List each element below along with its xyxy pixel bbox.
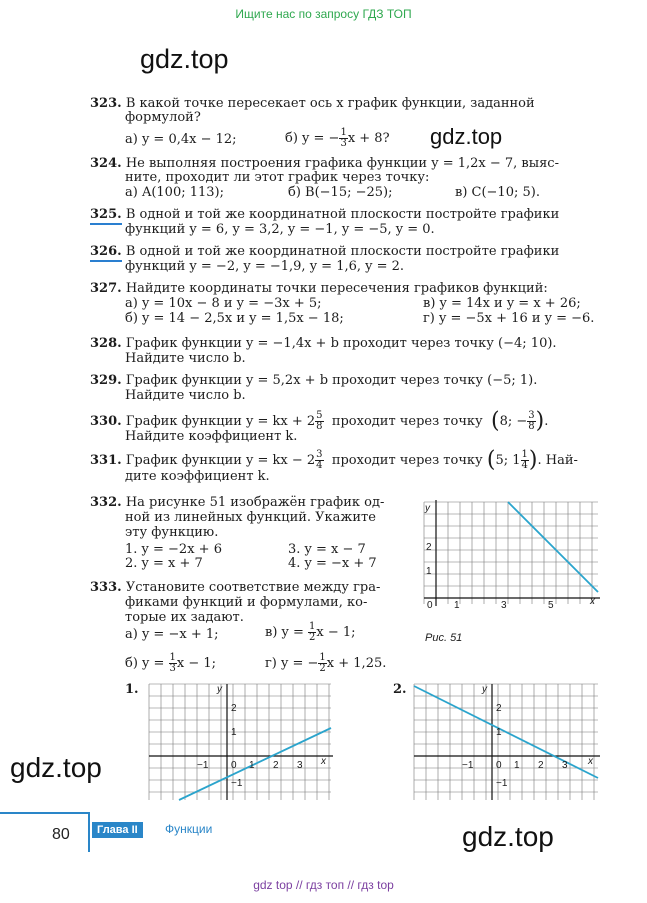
option-b: б) y = $\frac{1}{3}$ x − 1; — [125, 652, 217, 674]
option-v: в) y = $\frac{1}{2}$ x − 1; — [265, 621, 356, 643]
problem-text: В какой точке пересекает ось x график функции, заданной — [125, 96, 535, 111]
footer-divider — [0, 812, 90, 814]
graph-2-label: 2. — [393, 682, 407, 697]
page-number: 80 — [52, 826, 70, 843]
x-tick: 1 — [514, 760, 520, 771]
option-2: 2. y = x + 7 — [125, 556, 203, 571]
figure-caption: Рис. 51 — [425, 632, 463, 644]
option-v: в) y = 14x и y = x + 26; — [423, 296, 581, 311]
option-3: 3. y = x − 7 — [288, 542, 366, 557]
x-tick: 1 — [249, 760, 255, 771]
axis-label-y: y — [425, 503, 430, 514]
x-tick: 0 — [231, 760, 237, 771]
x-tick: −1 — [462, 760, 474, 771]
x-tick: 1 — [454, 600, 460, 611]
graph-2 — [410, 682, 602, 802]
axis-label-x: x — [321, 756, 326, 767]
option-b: б) B(−15; −25); — [288, 185, 393, 200]
chapter-title: Функции — [165, 822, 213, 836]
figure-51-graph — [418, 498, 603, 613]
y-tick: 2 — [426, 542, 432, 553]
option-g: г) y = − $\frac{1}{2}$ x + 1,25. — [265, 652, 387, 674]
function-line — [508, 502, 598, 592]
axis-label-y: y — [482, 684, 487, 695]
x-tick: −1 — [197, 760, 209, 771]
problem-number: 323. — [90, 96, 122, 111]
axis-label-y: y — [217, 684, 222, 695]
watermark: gdz.top — [430, 124, 503, 149]
y-tick: 2 — [496, 703, 502, 714]
y-tick: −1 — [231, 778, 243, 789]
option-g: г) y = −5x + 16 и y = −6. — [423, 311, 595, 326]
option-4: 4. y = −x + 7 — [288, 556, 377, 571]
x-tick: 3 — [297, 760, 303, 771]
axis-label-x: x — [590, 596, 595, 607]
option-b: б) y = 14 − 2,5x и y = 1,5x − 18; — [125, 311, 344, 326]
option-a: а) y = 10x − 8 и y = −3x + 5; — [125, 296, 322, 311]
x-tick: 3 — [562, 760, 568, 771]
y-tick: 2 — [231, 703, 237, 714]
option-c: в) C(−10; 5). — [455, 185, 540, 200]
y-tick: 1 — [231, 727, 237, 738]
axis-label-x: x — [588, 756, 593, 767]
x-tick: 2 — [538, 760, 544, 771]
option-a: а) y = 0,4x − 12; — [125, 132, 237, 147]
option-a: а) y = −x + 1; — [125, 627, 219, 642]
x-tick: 2 — [273, 760, 279, 771]
chapter-badge: Глава II — [92, 822, 143, 838]
option-b: б) y = − $\frac{1}{3}$ x + 8? — [285, 127, 390, 149]
footer-divider — [88, 812, 90, 852]
problem-text: формулой? — [125, 110, 201, 125]
y-tick: 1 — [496, 727, 502, 738]
y-tick: 1 — [426, 566, 432, 577]
x-tick: 0 — [427, 600, 433, 611]
option-a: а) A(100; 113); — [125, 185, 225, 200]
watermark: gdz.top — [462, 821, 554, 852]
x-tick: 0 — [496, 760, 502, 771]
graph-1-label: 1. — [125, 682, 139, 697]
graph-1 — [145, 682, 335, 802]
x-tick: 5 — [548, 600, 554, 611]
y-tick: −1 — [496, 778, 508, 789]
top-search-link[interactable]: Ищите нас по запросу ГДЗ ТОП — [235, 7, 412, 21]
watermark: gdz.top — [140, 44, 229, 74]
bottom-links[interactable]: gdz top // гдз топ // гдз top — [253, 878, 394, 892]
option-1: 1. y = −2x + 6 — [125, 542, 222, 557]
watermark: gdz.top — [10, 752, 102, 783]
x-tick: 3 — [501, 600, 507, 611]
